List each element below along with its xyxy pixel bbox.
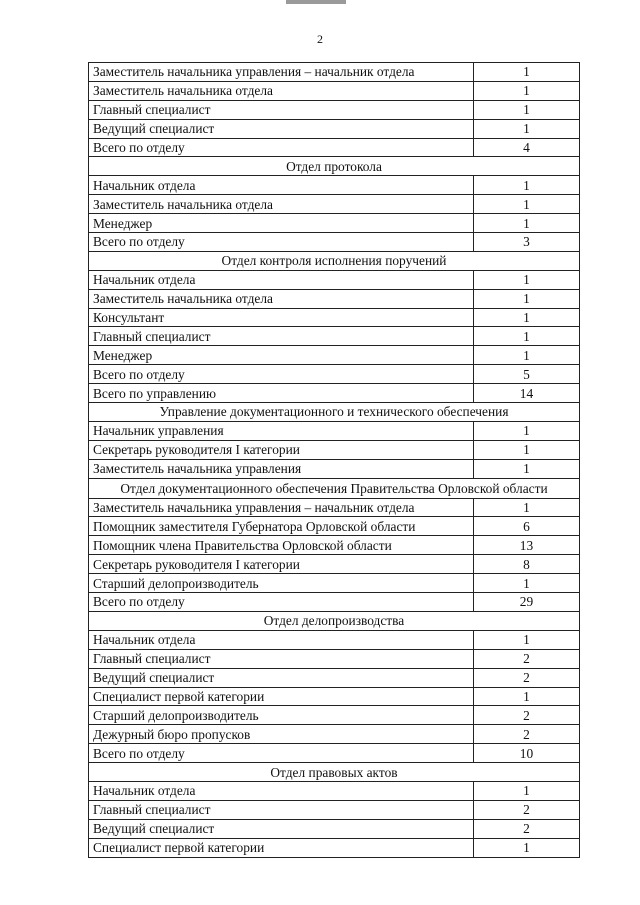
position-cell: Всего по отделу (89, 365, 474, 384)
position-cell: Специалист первой категории (89, 838, 474, 857)
table-row (89, 138, 580, 157)
scan-mark (286, 0, 346, 4)
position-cell: Помощник члена Правительства Орловской области (89, 536, 474, 555)
department-title: Отдел документационного обеспечения Правительства Орловской области (89, 478, 580, 498)
position-cell: Ведущий специалист (89, 119, 474, 138)
table-row (89, 233, 580, 252)
position-cell: Начальник отдела (89, 176, 474, 195)
table-row (89, 630, 580, 649)
department-title: Управление документационного и технического обеспечения (89, 403, 580, 422)
position-cell: Заместитель начальника отдела (89, 195, 474, 214)
position-cell: Заместитель начальника отдела (89, 81, 474, 100)
count-cell: 1 (474, 100, 580, 119)
count-cell: 1 (474, 270, 580, 289)
table-row (89, 781, 580, 800)
position-cell: Секретарь руководителя I категории (89, 555, 474, 574)
count-cell: 1 (474, 838, 580, 857)
count-cell: 1 (474, 327, 580, 346)
table-row (89, 593, 580, 612)
table-row (89, 100, 580, 119)
count-cell: 1 (474, 781, 580, 800)
position-cell: Начальник отдела (89, 630, 474, 649)
count-cell: 1 (474, 119, 580, 138)
table-row (89, 536, 580, 555)
table-row (89, 119, 580, 138)
count-cell: 1 (474, 574, 580, 593)
table-row (89, 498, 580, 517)
table-row (89, 668, 580, 687)
count-cell: 4 (474, 138, 580, 157)
position-cell: Всего по управлению (89, 384, 474, 403)
count-cell: 1 (474, 498, 580, 517)
count-cell: 3 (474, 233, 580, 252)
table-row (89, 744, 580, 763)
count-cell: 6 (474, 517, 580, 536)
position-cell: Всего по отделу (89, 233, 474, 252)
table-row (89, 440, 580, 459)
count-cell: 2 (474, 649, 580, 668)
position-cell: Главный специалист (89, 649, 474, 668)
count-cell: 1 (474, 346, 580, 365)
position-cell: Главный специалист (89, 327, 474, 346)
position-cell: Начальник отдела (89, 270, 474, 289)
page-number: 2 (317, 32, 323, 46)
position-cell: Начальник отдела (89, 781, 474, 800)
table-row (89, 63, 580, 82)
table-row (89, 214, 580, 233)
count-cell: 1 (474, 687, 580, 706)
department-title: Отдел делопроизводства (89, 611, 580, 630)
department-header-row (89, 763, 580, 782)
position-cell: Консультант (89, 308, 474, 327)
table-row (89, 574, 580, 593)
table-row (89, 421, 580, 440)
table-row (89, 289, 580, 308)
count-cell: 1 (474, 81, 580, 100)
position-cell: Ведущий специалист (89, 819, 474, 838)
position-cell: Менеджер (89, 214, 474, 233)
position-cell: Заместитель начальника управления (89, 459, 474, 478)
position-cell: Старший делопроизводитель (89, 706, 474, 725)
position-cell: Помощник заместителя Губернатора Орловской области (89, 517, 474, 536)
table-row (89, 649, 580, 668)
position-cell: Начальник управления (89, 421, 474, 440)
table-row (89, 819, 580, 838)
position-cell: Ведущий специалист (89, 668, 474, 687)
table-row (89, 176, 580, 195)
staff-table-body (89, 63, 580, 858)
table-row (89, 195, 580, 214)
position-cell: Всего по отделу (89, 138, 474, 157)
table-row (89, 384, 580, 403)
count-cell: 2 (474, 668, 580, 687)
count-cell: 13 (474, 536, 580, 555)
table-row (89, 555, 580, 574)
count-cell: 1 (474, 421, 580, 440)
count-cell: 1 (474, 440, 580, 459)
department-header-row (89, 251, 580, 270)
table-row (89, 459, 580, 478)
position-cell: Старший делопроизводитель (89, 574, 474, 593)
table-row (89, 725, 580, 744)
position-cell: Всего по отделу (89, 593, 474, 612)
count-cell: 29 (474, 593, 580, 612)
position-cell: Главный специалист (89, 800, 474, 819)
position-cell: Заместитель начальника управления – начальник отдела (89, 63, 474, 82)
table-row (89, 517, 580, 536)
count-cell: 1 (474, 308, 580, 327)
table-row (89, 687, 580, 706)
table-row (89, 706, 580, 725)
department-title: Отдел правовых актов (89, 763, 580, 782)
count-cell: 14 (474, 384, 580, 403)
position-cell: Заместитель начальника управления – начальник отдела (89, 498, 474, 517)
table-row (89, 327, 580, 346)
count-cell: 1 (474, 459, 580, 478)
table-row (89, 365, 580, 384)
count-cell: 1 (474, 195, 580, 214)
position-cell: Заместитель начальника отдела (89, 289, 474, 308)
table-row (89, 800, 580, 819)
count-cell: 1 (474, 63, 580, 82)
count-cell: 5 (474, 365, 580, 384)
staff-table (88, 62, 580, 858)
count-cell: 10 (474, 744, 580, 763)
department-header-row (89, 157, 580, 176)
position-cell: Всего по отделу (89, 744, 474, 763)
table-row (89, 838, 580, 857)
department-header-row (89, 403, 580, 422)
department-header-row (89, 478, 580, 498)
position-cell: Секретарь руководителя I категории (89, 440, 474, 459)
count-cell: 2 (474, 706, 580, 725)
table-row (89, 346, 580, 365)
position-cell: Менеджер (89, 346, 474, 365)
count-cell: 1 (474, 289, 580, 308)
count-cell: 1 (474, 176, 580, 195)
position-cell: Главный специалист (89, 100, 474, 119)
count-cell: 2 (474, 819, 580, 838)
count-cell: 1 (474, 630, 580, 649)
count-cell: 2 (474, 725, 580, 744)
department-header-row (89, 611, 580, 630)
department-title: Отдел контроля исполнения поручений (89, 251, 580, 270)
position-cell: Дежурный бюро пропусков (89, 725, 474, 744)
position-cell: Специалист первой категории (89, 687, 474, 706)
department-title: Отдел протокола (89, 157, 580, 176)
table-row (89, 308, 580, 327)
table-row (89, 270, 580, 289)
count-cell: 8 (474, 555, 580, 574)
table-row (89, 81, 580, 100)
count-cell: 1 (474, 214, 580, 233)
count-cell: 2 (474, 800, 580, 819)
